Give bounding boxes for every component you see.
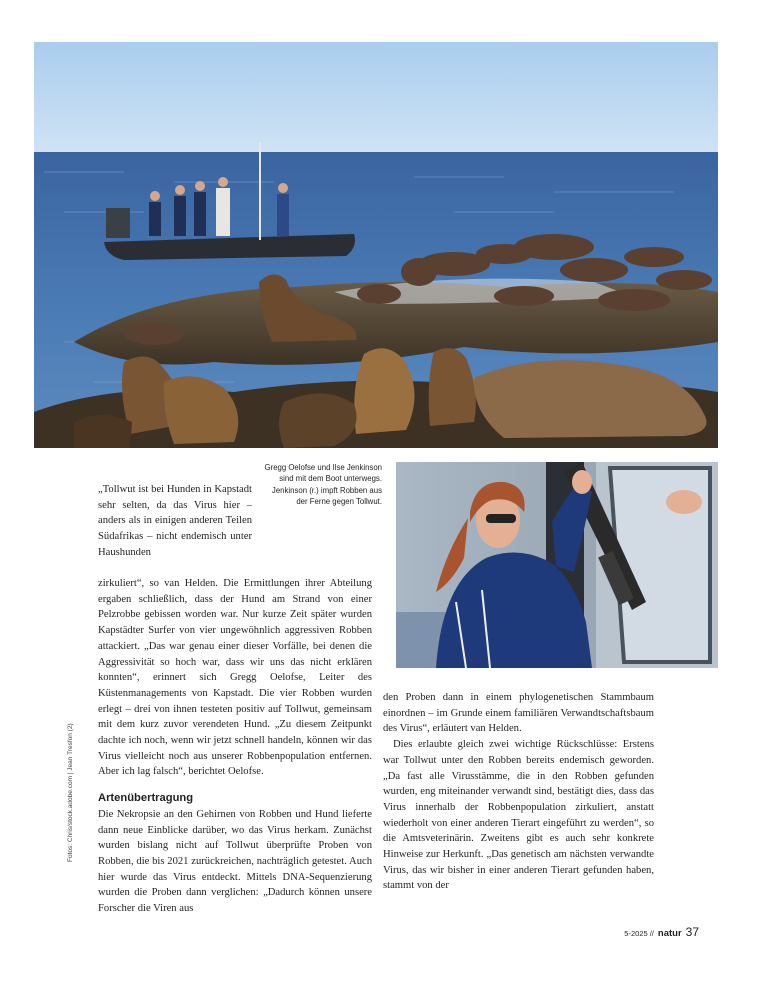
paragraph-1-continued: zirkuliert“, so van Helden. Die Ermittlungen ihrer Abteilung ergaben schließlich, dass der Hund am Strand von einer Pelzrobbe gebissen worden war. Nur kurze Zeit später wurden Kapstädter Surfer von vier ungewöhnlich aggressiven Robben attackiert. „Das war genau einer dieser Vorfälle, bei denen die Aggressivität so hoch war, dass wir uns das nicht erklären konnten“, erinnert sich Gregg Oelofse, Leiter des Küstenmanagements von Kapstadt. Die vier Robben wurden erlegt – drei von ihnen testeten positiv auf Tollwut, gemeinsam mit dem kurz zuvor verendeten Hund. „Zu diesem Zeitpunkt dachte ich noch, wenn wir jetzt schnell handeln, können wir das Virus vielleicht noch aus unserer Robbenpopulation entfernen. Aber ich lag falsch“, berichtet Oelofse. bbox=[98, 578, 372, 778]
column-1-intro bbox=[98, 482, 252, 561]
column-2 bbox=[383, 690, 654, 894]
photo-credit: Fotos: Chris/stock.adobe.com | Jean Tresfon (2) bbox=[67, 723, 74, 862]
page-footer bbox=[624, 925, 699, 939]
inset-photo bbox=[396, 462, 718, 668]
column-1-body bbox=[98, 576, 372, 917]
paragraph-2: Die Nekropsie an den Gehirnen von Robben und Hund lieferte dann neue Einblicke darüber, wo das Virus herkam. Zunächst wurden bislang nicht auf Tollwut überprüfte Proben von Robben, die bis 2021 zurückreichen, nachträglich getestet. Auch hier wurde das Virus entdeckt. Mittels DNA-Sequenzierung wurden die Proben dann verglichen: „Dadurch können unsere Forscher die Viren aus bbox=[98, 808, 372, 915]
paragraph-1-lead: „Tollwut ist bei Hunden in Kapstadt sehr selten, da das Virus hier – anders als in einigen anderen Teilen Südafrikas – nicht endemisch unter Haushunden bbox=[98, 484, 252, 558]
hero-photo bbox=[34, 42, 718, 448]
paragraph-4: Dies erlaubte gleich zwei wichtige Rückschlüsse: Erstens war Tollwut unter den Robben bereits endemisch geworden. „Da fast alle Virusstämme, die in den Robben gefunden wurden, eng miteinander verwandt sind, bestätigt dies, dass das Virus innerhalb der Robbenpopulation zirkuliert, anstatt wiederholt von einer anderen Tierart eingeführt zu werden“, so die Amtsveterinärin. Zweitens gibt es auch sehr konkrete Hinweise zur Herkunft. „Das genetisch am nächsten verwandte Virus, das wir bisher in einer anderen Tierart gefunden haben, stammt von der bbox=[383, 739, 654, 892]
subheading: Artenübertragung bbox=[98, 792, 194, 805]
page-number: 37 bbox=[685, 925, 699, 939]
paragraph-3: den Proben dann in einem phylogenetischen Stammbaum einordnen – im Grunde einem familiären Verwandtschaftsbaum des Virus“, erläutert van Helden. bbox=[383, 692, 654, 735]
photo-caption: Gregg Oelofse und Ilse Jenkinson sind mit dem Boot unterwegs. Jenkinson (r.) impft Robben aus der Ferne gegen Tollwut. bbox=[264, 463, 382, 507]
seal-colony-illustration bbox=[34, 42, 718, 448]
issue-number: 5-2025 // bbox=[624, 929, 654, 938]
magazine-brand: natur bbox=[657, 928, 682, 939]
veterinarian-illustration bbox=[396, 462, 718, 668]
